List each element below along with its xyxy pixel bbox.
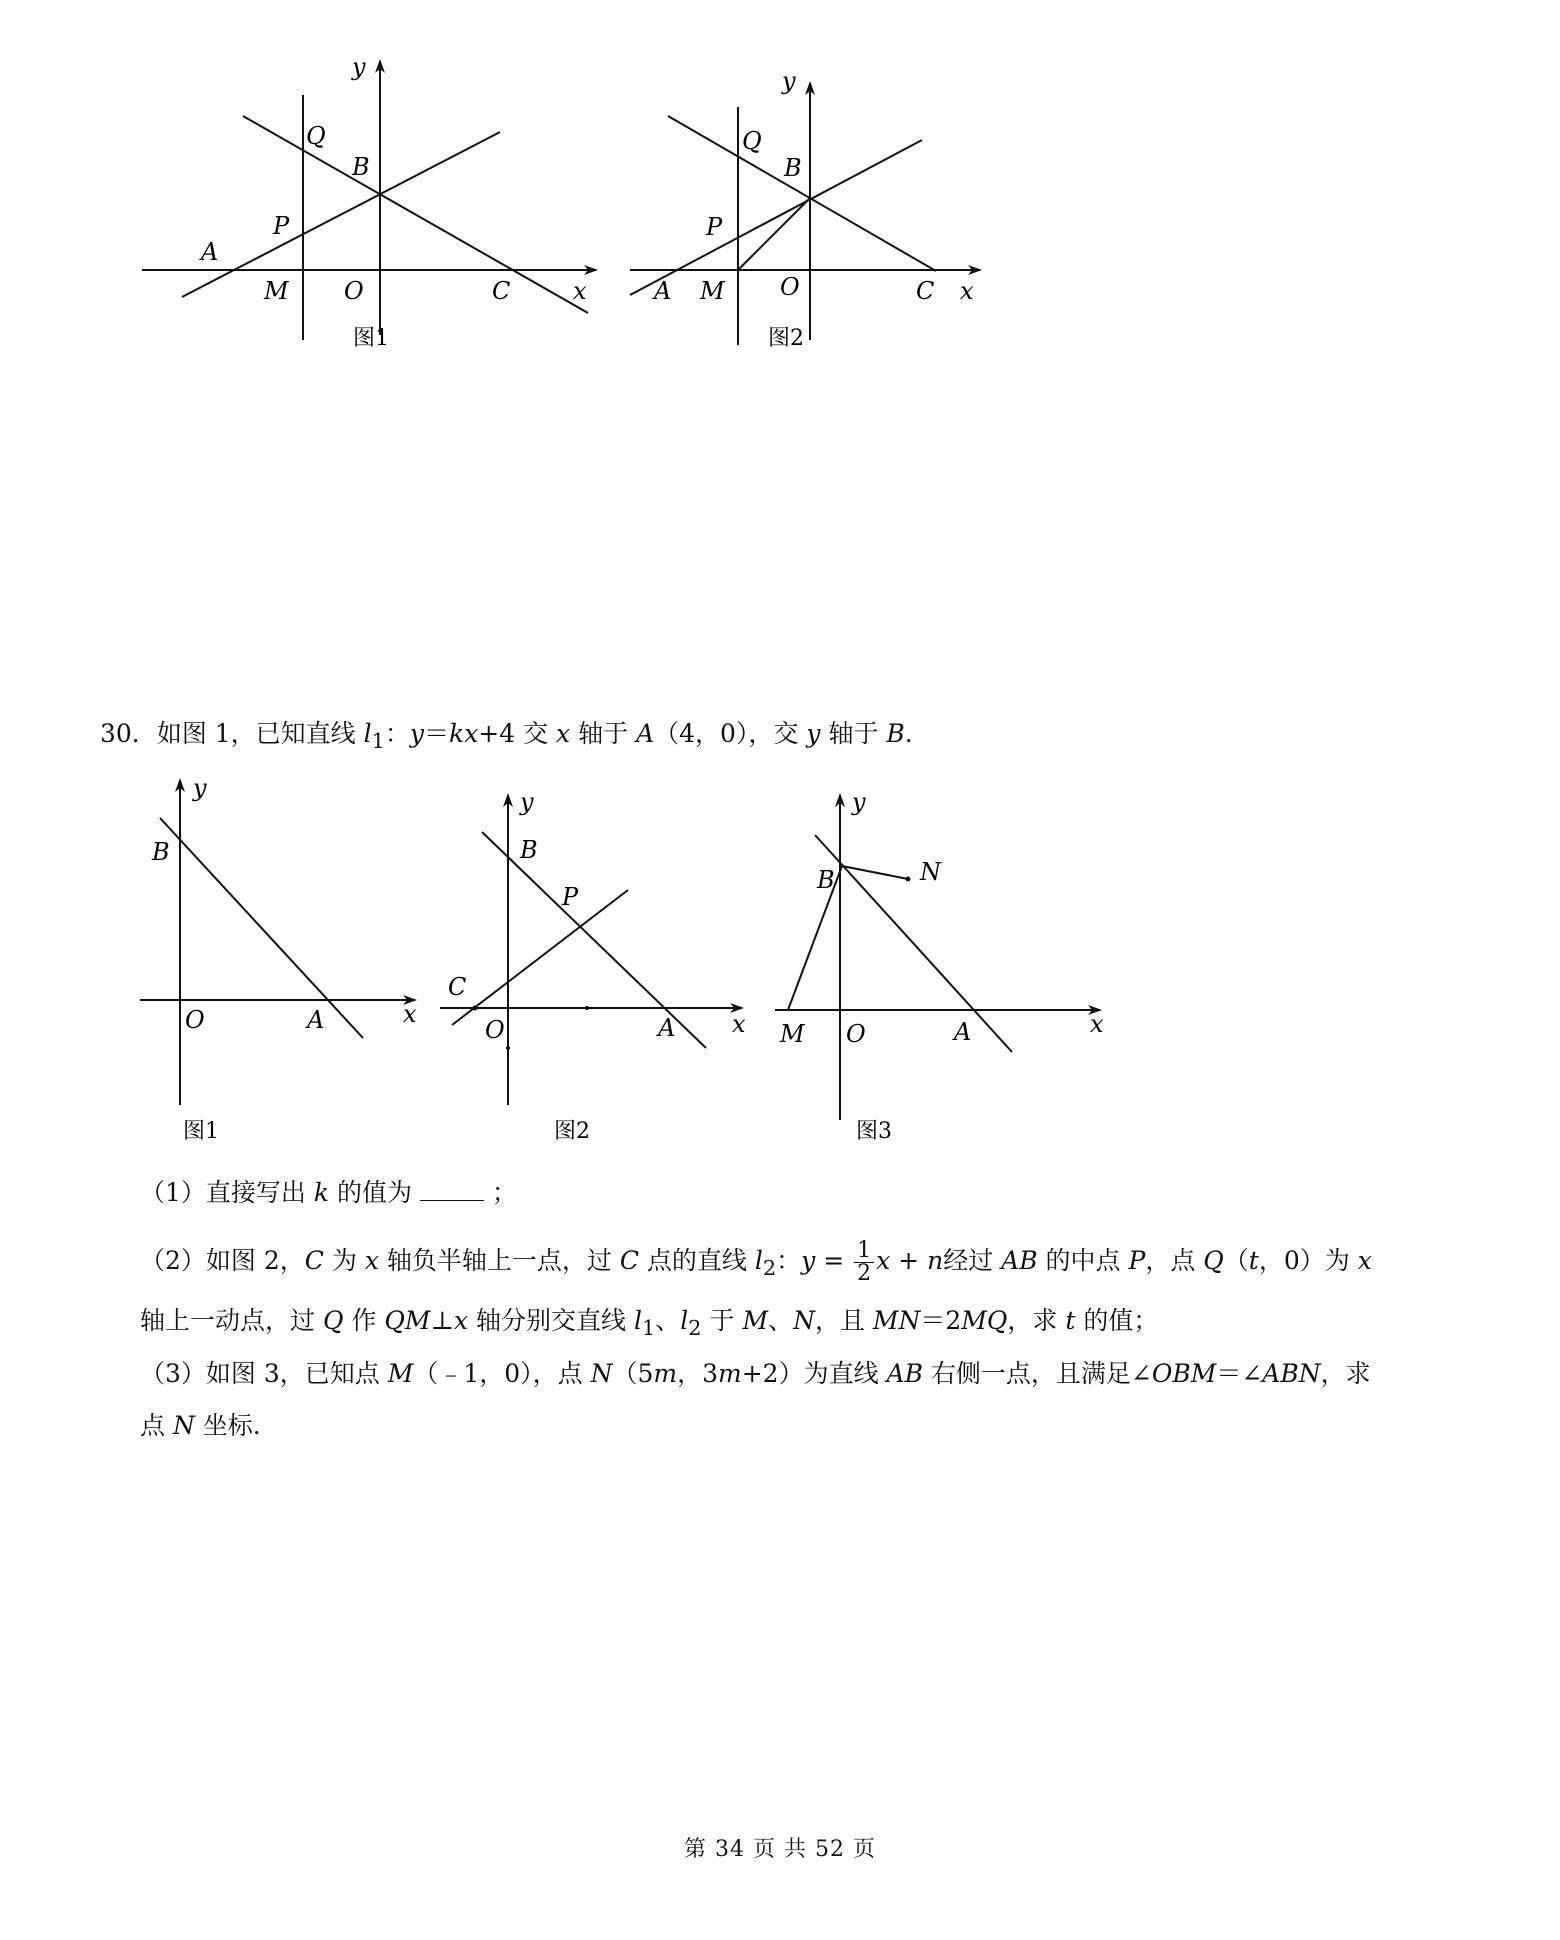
fraction-one-half: $\frac{1}{2}$ [854, 1240, 874, 1285]
line-ab [630, 140, 922, 295]
figure-caption: 图3 [856, 1119, 892, 1144]
line-bc [243, 116, 588, 313]
label-p: P [273, 212, 290, 240]
page-footer: 第 34 页 共 52 页 [684, 1837, 876, 1862]
top-figure-1 [140, 55, 610, 355]
line-l1 [160, 818, 363, 1038]
question-part-2-line-2: 轴上一动点，过 Q 作 QM⊥x 轴分别交直线 $l_1$、$l_2$ 于 M、N，且 MN＝2MQ，求 t 的值； [140, 1306, 1159, 1340]
label-a: A [658, 1014, 676, 1042]
label-a: A [307, 1006, 325, 1034]
label-a: A [654, 277, 672, 305]
figure-caption: 图2 [554, 1119, 590, 1144]
label-c: C [492, 277, 511, 305]
line-l1 [815, 835, 1012, 1052]
label-p: P [562, 883, 579, 911]
problem-30-intro: 30．如图 1，已知直线 $l_1$：y＝kx+4 交 x 轴于 A（4，0），交 y 轴于 B. [100, 719, 913, 753]
label-a: A [201, 238, 219, 266]
label-m: M [780, 1020, 805, 1048]
label-y: y [520, 788, 534, 816]
label-x: x [1090, 1010, 1104, 1038]
label-c: C [448, 973, 467, 1001]
label-x: x [403, 1000, 417, 1028]
label-o: O [780, 273, 800, 301]
problem-figure-1 [135, 770, 435, 1150]
question-part-1: （1）直接写出 k 的值为 ； [140, 1178, 517, 1207]
label-p: P [706, 213, 723, 241]
label-b: B [784, 154, 802, 182]
question-part-3-line-1: （3）如图 3，已知点 M（﹣1，0），点 N（5m，3m+2）为直线 AB 右侧一点，且满足∠OBM＝∠ABN，求 [140, 1359, 1371, 1388]
label-x: x [573, 277, 587, 305]
top-figure-2 [620, 55, 1000, 355]
problem-figure-2 [440, 780, 760, 1150]
label-o: O [846, 1020, 866, 1048]
segment-mb [738, 198, 810, 270]
line-ab [182, 132, 500, 297]
problem-number: 30． [100, 719, 157, 748]
label-m: M [700, 277, 725, 305]
question-part-3-line-2: 点 N 坐标. [140, 1411, 261, 1440]
point-c [473, 1006, 478, 1011]
label-q: Q [306, 122, 326, 150]
label-b: B [520, 836, 538, 864]
label-q: Q [742, 127, 762, 155]
line-bc [668, 116, 936, 271]
label-y: y [352, 55, 366, 81]
label-b: B [352, 153, 370, 181]
label-b: B [817, 866, 835, 894]
line-l2 [452, 890, 628, 1025]
label-y: y [782, 67, 796, 95]
label-a: A [954, 1018, 972, 1046]
label-m: M [264, 277, 289, 305]
label-x: x [732, 1010, 746, 1038]
problem-figure-3 [770, 780, 1110, 1150]
answer-blank[interactable] [420, 1178, 484, 1201]
label-o: O [485, 1016, 505, 1044]
point-n [906, 877, 911, 882]
label-o: O [344, 277, 364, 305]
label-o: O [185, 1006, 205, 1034]
label-n: N [920, 858, 941, 886]
figure-caption: 图1 [183, 1119, 219, 1144]
label-b: B [152, 838, 170, 866]
label-c: C [916, 277, 935, 305]
label-y: y [193, 774, 207, 802]
label-y: y [852, 788, 866, 816]
tick-mark [506, 1046, 510, 1050]
question-part-2-line-1: （2）如图 2，C 为 x 轴负半轴上一点，过 C 点的直线 $l_2$：y = $\frac{1}{2}$ x + n经过 AB 的中点 P，点 Q（t，0）为 x [140, 1238, 1372, 1286]
figure-caption: 图1 [353, 326, 389, 351]
label-x: x [960, 277, 974, 305]
tick-mark [585, 1006, 589, 1010]
figure-caption: 图2 [768, 326, 804, 351]
